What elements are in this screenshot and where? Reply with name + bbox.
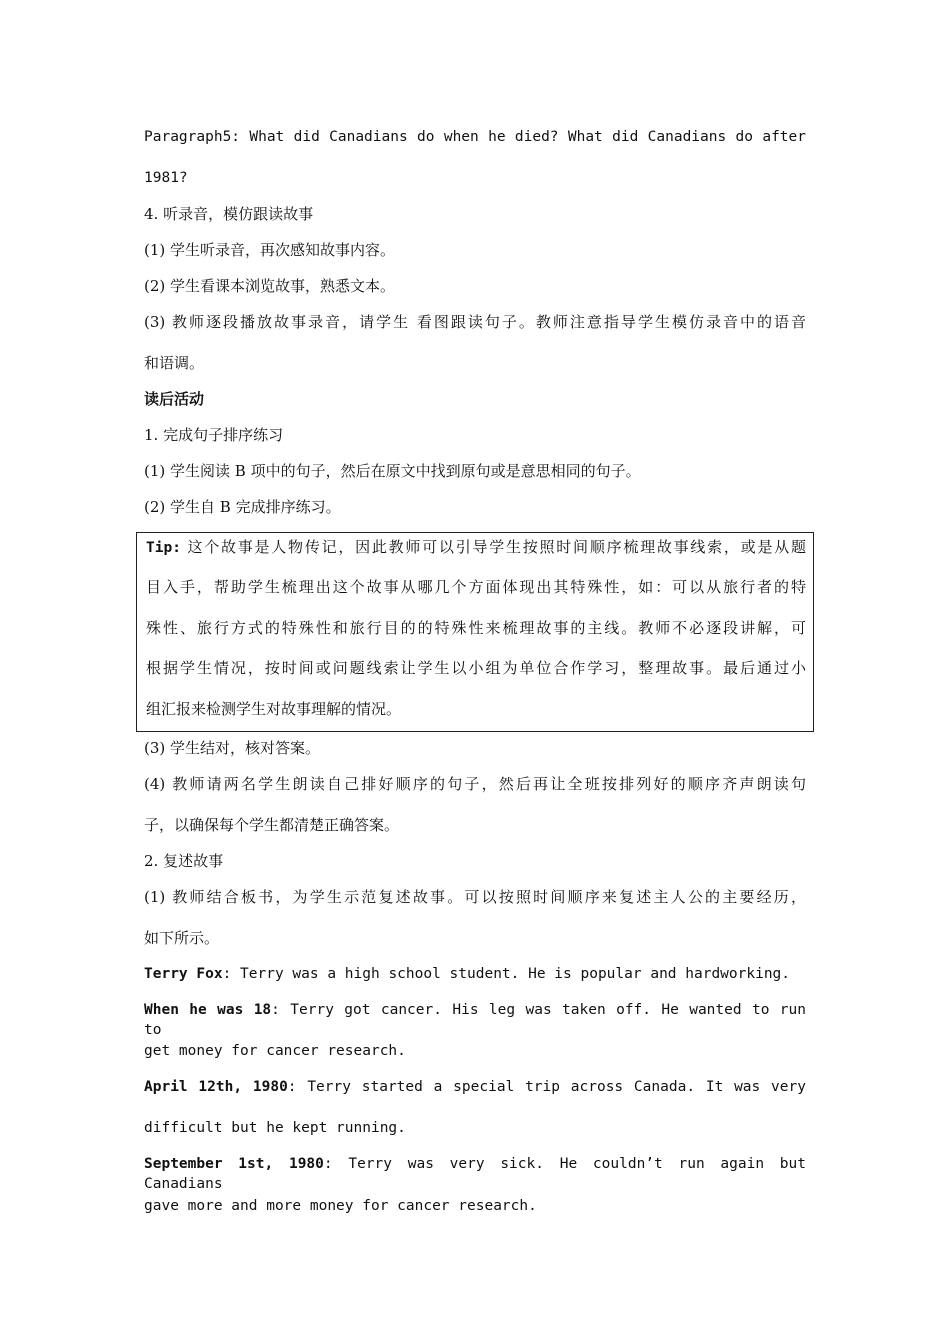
after-tip-item4-line2: 子，以确保每个学生都清楚正确答案。	[144, 816, 400, 834]
timeline-entry-line1	[144, 1000, 806, 1040]
tip-line1-text: 这个故事是人物传记，因此教师可以引导学生按照时间顺序梳理故事线索，或是从题	[187, 538, 806, 556]
task1-item1: (1) 学生阅读 B 项中的句子，然后在原文中找到原句或是意思相同的句子。	[144, 462, 641, 480]
timeline-label: September 1st, 1980	[144, 1156, 324, 1172]
step4-item2: (2) 学生看课本浏览故事，熟悉文本。	[144, 277, 396, 295]
timeline-entry-line2: difficult but he kept running.	[144, 1120, 406, 1136]
timeline-text: : Terry was very sick. He couldn’t run again but Canadians	[144, 1156, 806, 1192]
step4-item1: (1) 学生听录音，再次感知故事内容。	[144, 241, 396, 259]
timeline-entry-line1	[144, 964, 790, 984]
tip-line4: 根据学生情况，按时间或问题线索让学生以小组为单位合作学习，整理故事。最后通过小	[146, 659, 806, 677]
timeline-entry-line1	[144, 1077, 806, 1097]
after-tip-item3: (3) 学生结对，核对答案。	[144, 739, 321, 757]
retell-item1-line2: 如下所示。	[144, 929, 220, 947]
timeline-text: : Terry started a special trip across Canada. It was very	[287, 1079, 806, 1095]
tip-box	[136, 532, 814, 732]
post-reading-heading: 读后活动	[144, 390, 205, 408]
timeline-label: Terry Fox	[144, 966, 223, 982]
retell-title: 2. 复述故事	[144, 852, 224, 870]
retell-item1-line1: (1) 教师结合板书，为学生示范复述故事。可以按照时间顺序来复述主人公的主要经历，	[144, 888, 806, 906]
step4-item3-line1: (3) 教师逐段播放故事录音，请学生 看图跟读句子。教师注意指导学生模仿录音中的语音	[144, 313, 806, 331]
tip-line5: 组汇报来检测学生对故事理解的情况。	[146, 700, 402, 718]
timeline-label: When he was 18	[144, 1002, 272, 1018]
timeline-entry-line1	[144, 1154, 806, 1194]
task1-item2: (2) 学生自 B 完成排序练习。	[144, 498, 341, 516]
paragraph5-question-line2: 1981?	[144, 170, 188, 186]
timeline-entry-line2: gave more and more money for cancer research.	[144, 1198, 537, 1214]
tip-line2: 目入手，帮助学生梳理出这个故事从哪几个方面体现出其特殊性，如：可以从旅行者的特	[146, 578, 806, 596]
step4-title: 4. 听录音，模仿跟读故事	[144, 205, 314, 223]
tip-line3: 殊性、旅行方式的特殊性和旅行目的的特殊性来梳理故事的主线。教师不必逐段讲解，可	[146, 619, 806, 637]
timeline-entry-line2: get money for cancer research.	[144, 1043, 406, 1059]
tip-label: Tip:	[146, 540, 181, 556]
timeline-text: : Terry was a high school student. He is popular and hardworking.	[222, 966, 791, 982]
tip-line1	[146, 537, 806, 558]
timeline-text: : Terry got cancer. His leg was taken off. He wanted to run to	[144, 1002, 807, 1038]
paragraph5-question-line1: Paragraph5: What did Canadians do when he died? What did Canadians do after	[144, 129, 806, 145]
step4-item3-line2: 和语调。	[144, 354, 205, 372]
timeline-label: April 12th, 1980	[144, 1079, 288, 1095]
after-tip-item4-line1: (4) 教师请两名学生朗读自己排好顺序的句子，然后再让全班按排列好的顺序齐声朗读句	[144, 775, 806, 793]
task1-title: 1. 完成句子排序练习	[144, 426, 284, 444]
